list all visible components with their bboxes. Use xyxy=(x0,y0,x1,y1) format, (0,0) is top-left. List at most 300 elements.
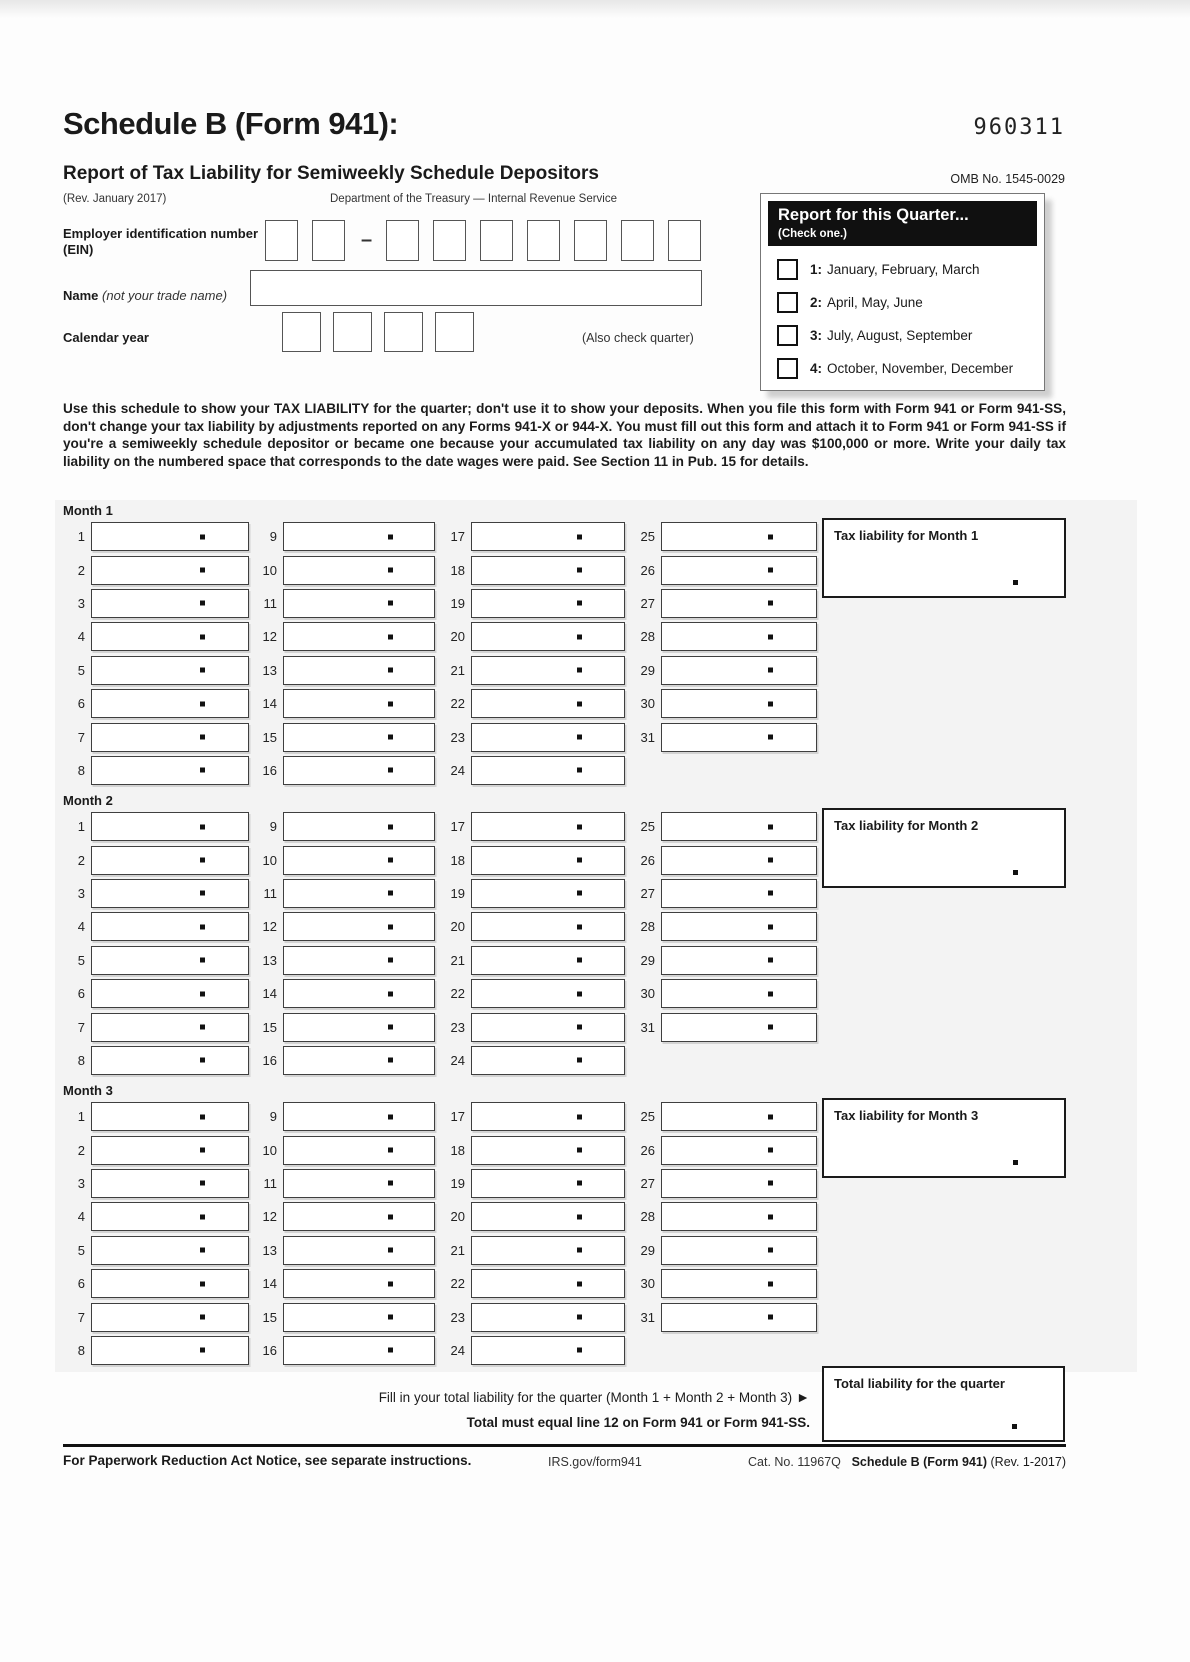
decimal-point xyxy=(768,1281,773,1286)
decimal-point xyxy=(577,891,582,896)
month3-day11-amount-field[interactable] xyxy=(283,1169,435,1198)
day-number: 28 xyxy=(640,919,655,935)
decimal-point xyxy=(200,735,205,740)
month2-day31-amount-field[interactable] xyxy=(661,1013,817,1042)
decimal-point xyxy=(388,568,393,573)
day-number: 27 xyxy=(640,885,655,901)
decimal-point xyxy=(577,1281,582,1286)
day-number: 16 xyxy=(262,1052,277,1068)
day-number: 11 xyxy=(263,595,277,611)
month2-day20-amount-field[interactable] xyxy=(471,912,625,941)
quarter-2-checkbox[interactable] xyxy=(777,292,798,313)
decimal-point xyxy=(1013,1160,1018,1165)
decimal-point xyxy=(200,958,205,963)
month2-day8-amount-field[interactable] xyxy=(91,1046,249,1075)
decimal-point xyxy=(200,768,205,773)
decimal-point xyxy=(1012,1424,1017,1429)
day-number: 10 xyxy=(262,852,277,868)
month3-day14-amount-field[interactable] xyxy=(283,1269,435,1298)
ein-label: Employer identification number (EIN) xyxy=(63,226,259,257)
month2-day7-amount-field[interactable] xyxy=(91,1013,249,1042)
month1-day24-amount-field[interactable] xyxy=(471,756,625,785)
month1-day3-amount-field[interactable] xyxy=(91,589,249,618)
month2-day3-amount-field[interactable] xyxy=(91,879,249,908)
day-number: 26 xyxy=(640,1142,655,1158)
day-number: 3 xyxy=(77,1175,85,1191)
decimal-point xyxy=(200,1214,205,1219)
day-number: 15 xyxy=(262,1309,277,1325)
month3-day7-amount-field[interactable] xyxy=(91,1303,249,1332)
calendar-year-label: Calendar year xyxy=(63,330,149,345)
day-number: 11 xyxy=(263,1175,277,1191)
decimal-point xyxy=(388,891,393,896)
decimal-point xyxy=(577,1315,582,1320)
ein-separator: – xyxy=(361,229,373,251)
decimal-point xyxy=(388,534,393,539)
decimal-point xyxy=(200,601,205,606)
day-number: 20 xyxy=(450,1209,465,1225)
month1-day26-amount-field[interactable] xyxy=(661,556,817,585)
day-number: 25 xyxy=(640,819,655,835)
decimal-point xyxy=(577,1214,582,1219)
decimal-point xyxy=(577,1148,582,1153)
month3-day31-amount-field[interactable] xyxy=(661,1303,817,1332)
month3-day26-amount-field[interactable] xyxy=(661,1136,817,1165)
form-subtitle: Report of Tax Liability for Semiweekly Schedule Depositors xyxy=(63,163,599,184)
month2-day24-amount-field[interactable] xyxy=(471,1046,625,1075)
month3-day18-amount-field[interactable] xyxy=(471,1136,625,1165)
day-number: 31 xyxy=(640,1019,655,1035)
paperwork-notice: For Paperwork Reduction Act Notice, see separate instructions. xyxy=(63,1453,472,1468)
day-number: 31 xyxy=(640,1309,655,1325)
day-number: 17 xyxy=(450,1109,465,1125)
ein-digit-box-7[interactable] xyxy=(574,220,607,261)
month1-day11-amount-field[interactable] xyxy=(283,589,435,618)
decimal-point xyxy=(577,634,582,639)
ein-digit-box-8[interactable] xyxy=(621,220,654,261)
tax-box-label: Tax liability for Month 3 xyxy=(834,1108,979,1123)
decimal-point xyxy=(768,924,773,929)
decimal-point xyxy=(768,991,773,996)
month2-day27-amount-field[interactable] xyxy=(661,879,817,908)
decimal-point xyxy=(577,568,582,573)
month2-day4-amount-field[interactable] xyxy=(91,912,249,941)
day-number: 13 xyxy=(262,662,277,678)
day-number: 29 xyxy=(640,952,655,968)
month2-day19-amount-field[interactable] xyxy=(471,879,625,908)
month3-day10-amount-field[interactable] xyxy=(283,1136,435,1165)
day-number: 16 xyxy=(262,762,277,778)
month2-day15-amount-field[interactable] xyxy=(283,1013,435,1042)
day-number: 5 xyxy=(77,952,85,968)
day-number: 1 xyxy=(77,1109,85,1125)
day-number: 14 xyxy=(262,1276,277,1292)
day-number: 2 xyxy=(77,1142,85,1158)
day-number: 7 xyxy=(77,729,85,745)
decimal-point xyxy=(768,958,773,963)
day-number: 24 xyxy=(450,1342,465,1358)
ein-digit-box-1[interactable] xyxy=(265,220,298,261)
ein-digit-box-3[interactable] xyxy=(386,220,419,261)
month3-day3-amount-field[interactable] xyxy=(91,1169,249,1198)
ein-digit-box-2[interactable] xyxy=(312,220,345,261)
month3-day9-amount-field[interactable] xyxy=(283,1102,435,1131)
month1-day30-amount-field[interactable] xyxy=(661,689,817,718)
month3-day25-amount-field[interactable] xyxy=(661,1102,817,1131)
day-number: 12 xyxy=(262,1209,277,1225)
month2-day23-amount-field[interactable] xyxy=(471,1013,625,1042)
also-check-quarter-note: (Also check quarter) xyxy=(582,331,694,345)
day-number: 19 xyxy=(450,595,465,611)
quarter-option-1 xyxy=(777,253,1044,286)
month1-tax-liability-field[interactable] xyxy=(822,518,1066,598)
day-number: 3 xyxy=(77,595,85,611)
month1-day19-amount-field[interactable] xyxy=(471,589,625,618)
decimal-point xyxy=(577,1181,582,1186)
decimal-point xyxy=(200,701,205,706)
day-number: 23 xyxy=(450,729,465,745)
decimal-point xyxy=(388,1315,393,1320)
month1-day1-amount-field[interactable] xyxy=(91,522,249,551)
decimal-point xyxy=(768,601,773,606)
day-number: 10 xyxy=(262,1142,277,1158)
month3-day19-amount-field[interactable] xyxy=(471,1169,625,1198)
day-number: 26 xyxy=(640,852,655,868)
month1-day28-amount-field[interactable] xyxy=(661,622,817,651)
month3-day16-amount-field[interactable] xyxy=(283,1336,435,1365)
month3-day29-amount-field[interactable] xyxy=(661,1236,817,1265)
month2-day25-amount-field[interactable] xyxy=(661,812,817,841)
day-number: 21 xyxy=(450,1242,465,1258)
quarter-option-4 xyxy=(777,352,1044,385)
decimal-point xyxy=(577,668,582,673)
decimal-point xyxy=(200,1248,205,1253)
month1-day2-amount-field[interactable] xyxy=(91,556,249,585)
month2-day28-amount-field[interactable] xyxy=(661,912,817,941)
month3-day17-amount-field[interactable] xyxy=(471,1102,625,1131)
decimal-point xyxy=(577,701,582,706)
decimal-point xyxy=(200,1348,205,1353)
day-number: 8 xyxy=(77,1052,85,1068)
month1-day17-amount-field[interactable] xyxy=(471,522,625,551)
month3-day8-amount-field[interactable] xyxy=(91,1336,249,1365)
day-number: 22 xyxy=(450,986,465,1002)
calendar-year-boxes xyxy=(282,312,486,352)
month3-day4-amount-field[interactable] xyxy=(91,1202,249,1231)
month3-day1-amount-field[interactable] xyxy=(91,1102,249,1131)
decimal-point xyxy=(388,924,393,929)
month1-day15-amount-field[interactable] xyxy=(283,723,435,752)
month-label: Month 3 xyxy=(63,1083,113,1098)
day-number: 17 xyxy=(450,819,465,835)
ein-digit-box-6[interactable] xyxy=(527,220,560,261)
decimal-point xyxy=(388,1248,393,1253)
decimal-point xyxy=(388,1181,393,1186)
decimal-point xyxy=(577,1025,582,1030)
month2-day16-amount-field[interactable] xyxy=(283,1046,435,1075)
day-number: 26 xyxy=(640,562,655,578)
day-number: 20 xyxy=(450,629,465,645)
decimal-point xyxy=(768,668,773,673)
day-number: 13 xyxy=(262,1242,277,1258)
quarter-option-number: 3: xyxy=(810,328,823,343)
month2-day10-amount-field[interactable] xyxy=(283,846,435,875)
day-number: 28 xyxy=(640,1209,655,1225)
decimal-point xyxy=(768,735,773,740)
quarter-options xyxy=(761,253,1044,385)
decimal-point xyxy=(388,958,393,963)
omb-number: OMB No. 1545-0029 xyxy=(950,172,1065,186)
quarter-box-header xyxy=(768,201,1037,246)
month1-day9-amount-field[interactable] xyxy=(283,522,435,551)
decimal-point xyxy=(768,1181,773,1186)
decimal-point xyxy=(768,1025,773,1030)
month1-day23-amount-field[interactable] xyxy=(471,723,625,752)
month2-day12-amount-field[interactable] xyxy=(283,912,435,941)
decimal-point xyxy=(200,1058,205,1063)
month1-day12-amount-field[interactable] xyxy=(283,622,435,651)
day-number: 6 xyxy=(77,696,85,712)
decimal-point xyxy=(768,824,773,829)
quarter-option-number: 4: xyxy=(810,361,823,376)
decimal-point xyxy=(577,958,582,963)
day-number: 12 xyxy=(262,919,277,935)
decimal-point xyxy=(388,1025,393,1030)
month1-day4-amount-field[interactable] xyxy=(91,622,249,651)
quarter-option-3 xyxy=(777,319,1044,352)
irs-url: IRS.gov/form941 xyxy=(548,1455,642,1469)
decimal-point xyxy=(577,601,582,606)
total-liability-quarter-field[interactable] xyxy=(822,1366,1065,1442)
day-number: 27 xyxy=(640,1175,655,1191)
decimal-point xyxy=(200,1025,205,1030)
decimal-point xyxy=(768,634,773,639)
decimal-point xyxy=(768,568,773,573)
ein-digit-box-4[interactable] xyxy=(433,220,466,261)
day-number: 29 xyxy=(640,1242,655,1258)
month2-day13-amount-field[interactable] xyxy=(283,946,435,975)
month1-day13-amount-field[interactable] xyxy=(283,656,435,685)
decimal-point xyxy=(200,1148,205,1153)
decimal-point xyxy=(768,701,773,706)
month3-day28-amount-field[interactable] xyxy=(661,1202,817,1231)
day-number: 21 xyxy=(450,662,465,678)
day-number: 24 xyxy=(450,1052,465,1068)
ein-digit-box-9[interactable] xyxy=(668,220,701,261)
quarter-box-subtitle: (Check one.) xyxy=(778,228,848,240)
month1-day10-amount-field[interactable] xyxy=(283,556,435,585)
decimal-point xyxy=(388,768,393,773)
day-number: 18 xyxy=(450,562,465,578)
month3-day24-amount-field[interactable] xyxy=(471,1336,625,1365)
month2-day5-amount-field[interactable] xyxy=(91,946,249,975)
decimal-point xyxy=(200,668,205,673)
month2-day22-amount-field[interactable] xyxy=(471,979,625,1008)
decimal-point xyxy=(388,668,393,673)
quarter-selector-box xyxy=(760,193,1045,391)
decimal-point xyxy=(200,1114,205,1119)
footer-divider xyxy=(63,1444,1066,1447)
day-number: 3 xyxy=(77,885,85,901)
day-number: 12 xyxy=(262,629,277,645)
day-number: 27 xyxy=(640,595,655,611)
decimal-point xyxy=(200,891,205,896)
day-number: 6 xyxy=(77,986,85,1002)
day-number: 19 xyxy=(450,885,465,901)
month2-day29-amount-field[interactable] xyxy=(661,946,817,975)
month3-day22-amount-field[interactable] xyxy=(471,1269,625,1298)
day-number: 18 xyxy=(450,852,465,868)
month2-day9-amount-field[interactable] xyxy=(283,812,435,841)
day-number: 16 xyxy=(262,1342,277,1358)
month1-day31-amount-field[interactable] xyxy=(661,723,817,752)
arrow-right-icon: ► xyxy=(796,1389,810,1405)
decimal-point xyxy=(768,1248,773,1253)
month-label: Month 2 xyxy=(63,793,113,808)
decimal-point xyxy=(200,991,205,996)
month2-day11-amount-field[interactable] xyxy=(283,879,435,908)
month1-day27-amount-field[interactable] xyxy=(661,589,817,618)
decimal-point xyxy=(388,1058,393,1063)
month-section-2 xyxy=(55,790,1137,1080)
month2-day26-amount-field[interactable] xyxy=(661,846,817,875)
month1-day20-amount-field[interactable] xyxy=(471,622,625,651)
day-number: 30 xyxy=(640,986,655,1002)
month1-day29-amount-field[interactable] xyxy=(661,656,817,685)
quarter-option-2 xyxy=(777,286,1044,319)
department-line: Department of the Treasury — Internal Revenue Service xyxy=(330,193,618,205)
decimal-point xyxy=(388,634,393,639)
month3-day2-amount-field[interactable] xyxy=(91,1136,249,1165)
decimal-point xyxy=(768,1114,773,1119)
month1-day25-amount-field[interactable] xyxy=(661,522,817,551)
quarter-3-checkbox[interactable] xyxy=(777,325,798,346)
day-number: 23 xyxy=(450,1019,465,1035)
decimal-point xyxy=(577,1114,582,1119)
day-number: 4 xyxy=(77,919,85,935)
day-number: 29 xyxy=(640,662,655,678)
total-box-label: Total liability for the quarter xyxy=(834,1376,1005,1391)
month2-day17-amount-field[interactable] xyxy=(471,812,625,841)
month3-day6-amount-field[interactable] xyxy=(91,1269,249,1298)
quarter-4-checkbox[interactable] xyxy=(777,358,798,379)
month3-day5-amount-field[interactable] xyxy=(91,1236,249,1265)
day-number: 10 xyxy=(262,562,277,578)
day-number: 2 xyxy=(77,852,85,868)
day-number: 4 xyxy=(77,1209,85,1225)
month2-day14-amount-field[interactable] xyxy=(283,979,435,1008)
month3-day13-amount-field[interactable] xyxy=(283,1236,435,1265)
decimal-point xyxy=(1013,870,1018,875)
month3-day23-amount-field[interactable] xyxy=(471,1303,625,1332)
form-reference: Schedule B (Form 941) (Rev. 1-2017) xyxy=(851,1455,1066,1469)
month2-day2-amount-field[interactable] xyxy=(91,846,249,875)
decimal-point xyxy=(388,824,393,829)
month1-day5-amount-field[interactable] xyxy=(91,656,249,685)
calendar-year-digit-box-2[interactable] xyxy=(333,312,372,352)
day-number: 22 xyxy=(450,1276,465,1292)
day-number: 25 xyxy=(640,1109,655,1125)
day-number: 14 xyxy=(262,986,277,1002)
total-equal-note: Total must equal line 12 on Form 941 or Form 941-SS. xyxy=(466,1415,810,1430)
decimal-point xyxy=(768,1214,773,1219)
form-title: Schedule B (Form 941): xyxy=(63,106,399,141)
day-number: 24 xyxy=(450,762,465,778)
decimal-point xyxy=(200,1181,205,1186)
day-number: 14 xyxy=(262,696,277,712)
decimal-point xyxy=(768,1148,773,1153)
day-number: 5 xyxy=(77,662,85,678)
quarter-option-number: 2: xyxy=(810,295,823,310)
month2-tax-liability-field[interactable] xyxy=(822,808,1066,888)
name-label: Name (not your trade name) xyxy=(63,288,228,303)
month-label: Month 1 xyxy=(63,503,113,518)
calendar-year-digit-box-1[interactable] xyxy=(282,312,321,352)
day-number: 1 xyxy=(77,529,85,545)
quarter-1-checkbox[interactable] xyxy=(777,259,798,280)
month1-day14-amount-field[interactable] xyxy=(283,689,435,718)
quarter-option-months: April, May, June xyxy=(827,295,923,310)
decimal-point xyxy=(388,1148,393,1153)
decimal-point xyxy=(200,534,205,539)
month2-day30-amount-field[interactable] xyxy=(661,979,817,1008)
month3-day15-amount-field[interactable] xyxy=(283,1303,435,1332)
calendar-year-digit-box-3[interactable] xyxy=(384,312,423,352)
tax-box-label: Tax liability for Month 1 xyxy=(834,528,979,543)
quarter-option-months: July, August, September xyxy=(827,328,973,343)
quarter-box-title: Report for this Quarter... xyxy=(778,206,969,224)
decimal-point xyxy=(577,924,582,929)
decimal-point xyxy=(200,1281,205,1286)
month1-day16-amount-field[interactable] xyxy=(283,756,435,785)
instructions-paragraph: Use this schedule to show your TAX LIABILITY for the quarter; don't use it to show your deposits. When you file this form with Form 941 or Form 941-SS, don't change your tax liability by adjustments reported on any Forms 941-X or 944-X. You must fill out this form and attach it to Form 941 or Form 941-SS if you're a semiweekly schedule depositor or became one because your accumulated tax liability on any day was $100,000 or more. Write your daily tax liability on the numbered space that corresponds to the date wages were paid. See Section 11 in Pub. 15 for details. xyxy=(63,401,1066,469)
month3-day27-amount-field[interactable] xyxy=(661,1169,817,1198)
ein-boxes xyxy=(265,220,715,261)
month3-tax-liability-field[interactable] xyxy=(822,1098,1066,1178)
day-number: 30 xyxy=(640,1276,655,1292)
ein-digit-box-5[interactable] xyxy=(480,220,513,261)
calendar-year-digit-box-4[interactable] xyxy=(435,312,474,352)
month1-day18-amount-field[interactable] xyxy=(471,556,625,585)
decimal-point xyxy=(768,1315,773,1320)
months-container xyxy=(55,500,1137,1372)
month1-day22-amount-field[interactable] xyxy=(471,689,625,718)
month1-day6-amount-field[interactable] xyxy=(91,689,249,718)
catalog-number: Cat. No. 11967Q xyxy=(748,1455,841,1469)
month3-day30-amount-field[interactable] xyxy=(661,1269,817,1298)
month1-day21-amount-field[interactable] xyxy=(471,656,625,685)
decimal-point xyxy=(577,1248,582,1253)
day-number: 4 xyxy=(77,629,85,645)
decimal-point xyxy=(388,601,393,606)
decimal-point xyxy=(388,735,393,740)
month2-day6-amount-field[interactable] xyxy=(91,979,249,1008)
decimal-point xyxy=(388,701,393,706)
month1-day8-amount-field[interactable] xyxy=(91,756,249,785)
day-number: 18 xyxy=(450,1142,465,1158)
month3-day12-amount-field[interactable] xyxy=(283,1202,435,1231)
day-number: 9 xyxy=(269,1109,277,1125)
month3-day20-amount-field[interactable] xyxy=(471,1202,625,1231)
decimal-point xyxy=(200,924,205,929)
month1-day7-amount-field[interactable] xyxy=(91,723,249,752)
month3-day21-amount-field[interactable] xyxy=(471,1236,625,1265)
name-input[interactable] xyxy=(250,270,702,306)
month2-day1-amount-field[interactable] xyxy=(91,812,249,841)
decimal-point xyxy=(577,534,582,539)
month2-day21-amount-field[interactable] xyxy=(471,946,625,975)
month2-day18-amount-field[interactable] xyxy=(471,846,625,875)
